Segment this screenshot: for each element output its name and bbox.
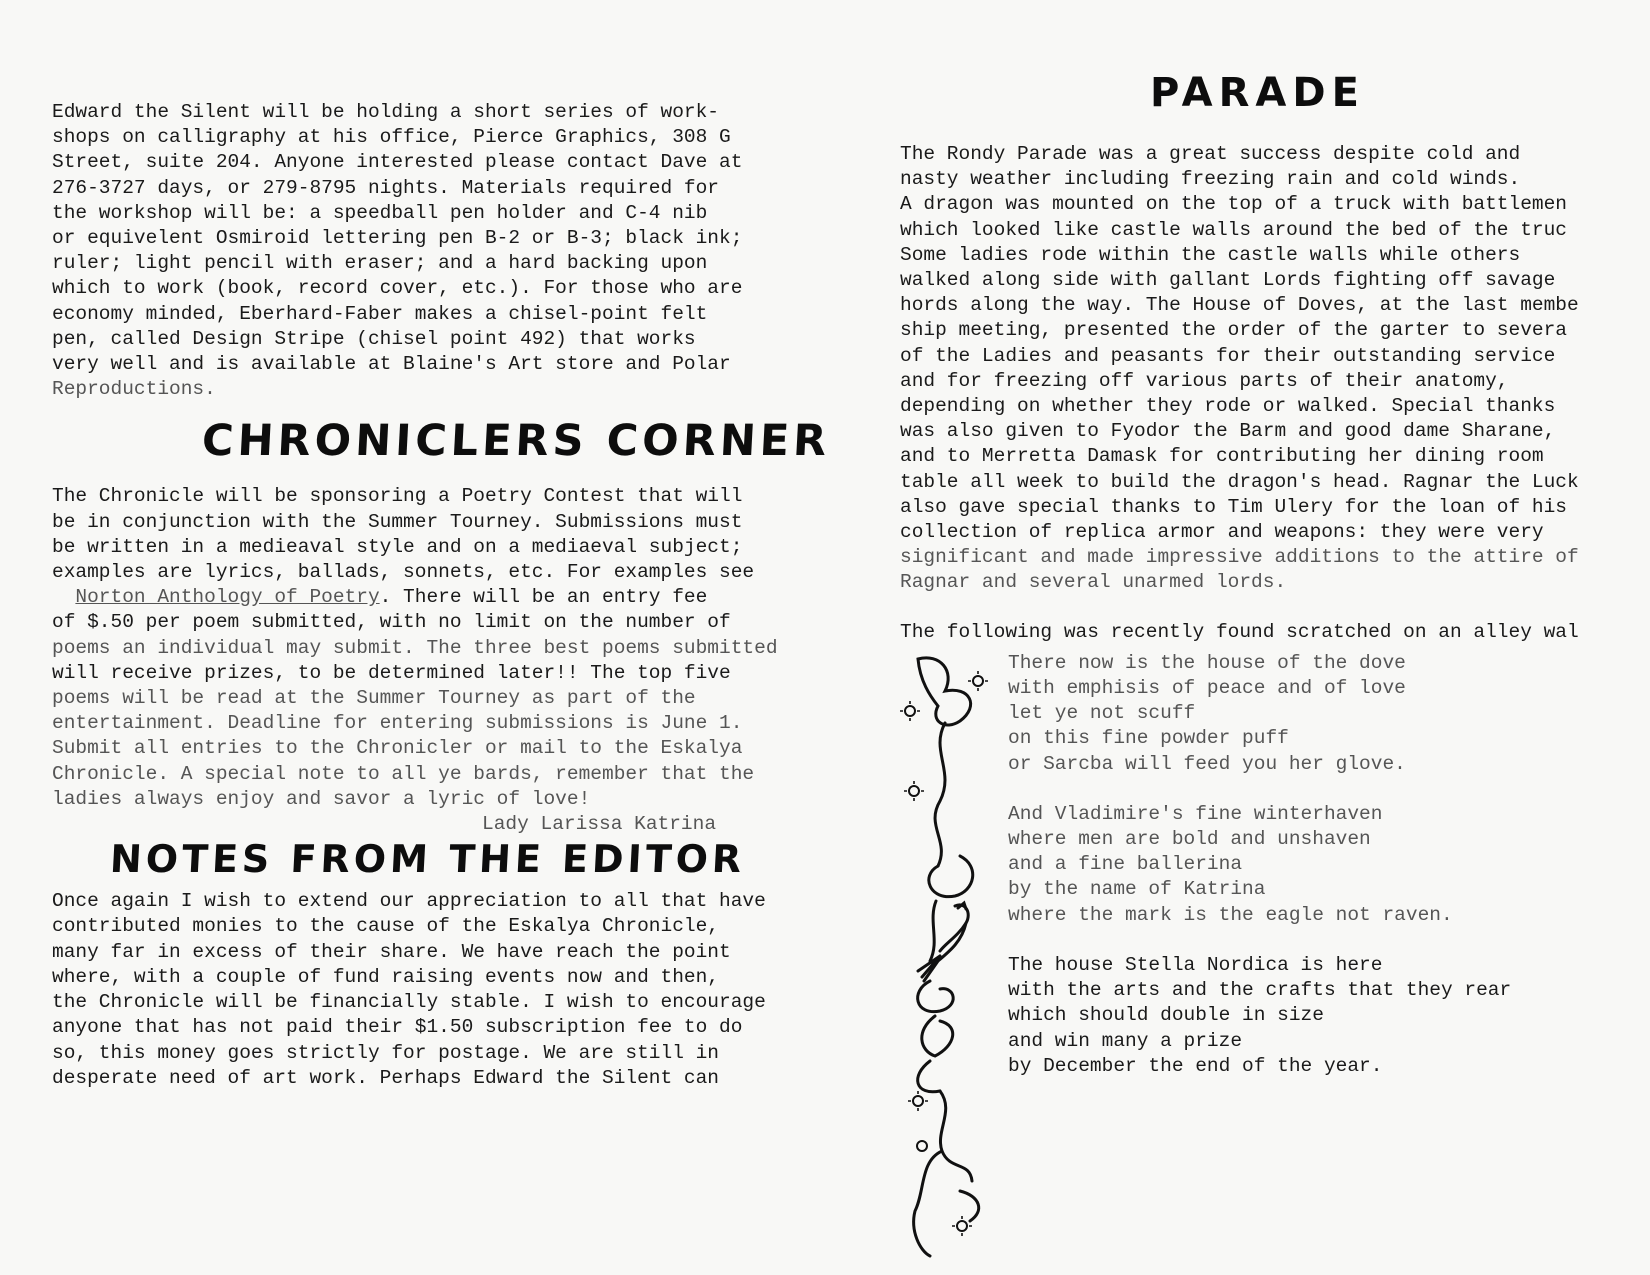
book-title: Norton Anthology of Poetry: [75, 586, 380, 609]
notes-from-editor-body: [52, 889, 842, 1091]
intro-line: or equivelent Osmiroid lettering pen B-2 or B-3; black ink;: [52, 227, 743, 250]
poem-stanza: [1008, 651, 1640, 777]
editor-line: so, this money goes strictly for postage. We are still in: [52, 1041, 720, 1064]
poem-intro: The following was recently found scratched on an alley wal: [900, 620, 1579, 643]
poem-line: on this fine powder puff: [1008, 727, 1289, 750]
notes-from-editor-heading: NOTES FROM THE EDITOR: [108, 837, 747, 882]
chronicler-line: poems an individual may submit. The three best poems submitted: [52, 636, 778, 659]
calligraphy-workshop-notice: [52, 100, 842, 402]
intro-line: the workshop will be: a speedball pen holder and C-4 nib: [52, 201, 708, 224]
chronicler-line: Chronicle. A special note to all ye bards, remember that the: [52, 762, 755, 785]
chronicler-line-suffix: . There will be an entry fee: [379, 586, 708, 609]
poem-line: let ye not scuff: [1008, 702, 1196, 725]
parade-line: was also given to Fyodor the Barm and good dame Sharane,: [900, 420, 1556, 443]
intro-line: Edward the Silent will be holding a short series of work-: [52, 101, 720, 123]
editor-line: anyone that has not paid their $1.50 subscription fee to do: [52, 1016, 743, 1039]
chronicler-line: The Chronicle will be sponsoring a Poetry Contest that will: [52, 485, 743, 508]
parade-line: A dragon was mounted on the top of a truck with battlemen: [900, 193, 1568, 216]
parade-line: of the Ladies and peasants for their outstanding service: [900, 344, 1556, 367]
chronicler-line: Submit all entries to the Chronicler or mail to the Eskalya: [52, 737, 743, 760]
intro-line: shops on calligraphy at his office, Pierce Graphics, 308 G: [52, 126, 731, 149]
parade-line: which looked like castle walls around the bed of the truc: [900, 218, 1568, 241]
poem-line: There now is the house of the dove: [1008, 651, 1406, 674]
parade-line: Ragnar and several unarmed lords.: [900, 571, 1287, 594]
parade-line: ship meeting, presented the order of the garter to severa: [900, 319, 1568, 342]
poem-stanza: [1008, 802, 1640, 928]
poem-line: which should double in size: [1008, 1004, 1324, 1027]
chronicler-line: [52, 585, 842, 610]
poem-line: or Sarcba will feed you her glove.: [1008, 752, 1406, 775]
chronicler-line: of $.50 per poem submitted, with no limit on the number of: [52, 611, 731, 634]
poem-stanza: [1008, 953, 1640, 1079]
chronicler-line: ladies always enjoy and savor a lyric of love!: [52, 787, 591, 810]
chronicler-line: examples are lyrics, ballads, sonnets, etc. For examples see: [52, 561, 755, 584]
parade-line: nasty weather including freezing rain and cold winds.: [900, 168, 1521, 191]
editor-line: where, with a couple of fund raising events now and then,: [52, 965, 720, 988]
poem: [1008, 651, 1640, 1079]
poem-line: And Vladimire's fine winterhaven: [1008, 802, 1383, 825]
intro-line: economy minded, Eberhard-Faber makes a chisel-point felt: [52, 302, 708, 325]
chronicler-line: entertainment. Deadline for entering submissions is June 1.: [52, 712, 743, 735]
editor-line: Once again I wish to extend our appreciation to all that have: [52, 890, 766, 913]
parade-line: Some ladies rode within the castle walls while others: [900, 243, 1521, 266]
right-column: [900, 70, 1640, 1104]
poem-line: by the name of Katrina: [1008, 878, 1266, 901]
intro-line: pen, called Design Stripe (chisel point 492) that works: [52, 327, 696, 350]
poem-line: and a fine ballerina: [1008, 853, 1243, 876]
parade-line: hords along the way. The House of Doves, at the last membe: [900, 294, 1579, 317]
parade-line: The Rondy Parade was a great success despite cold and: [900, 143, 1521, 165]
poem-line: with the arts and the crafts that they rear: [1008, 979, 1512, 1002]
editor-line: many far in excess of their share. We have reach the point: [52, 940, 731, 963]
chronicler-line: be in conjunction with the Summer Tourney. Submissions must: [52, 510, 743, 533]
poem-line: and win many a prize: [1008, 1029, 1243, 1052]
chronicler-line: will receive prizes, to be determined later!! The top five: [52, 661, 731, 684]
chronicler-line: be written in a medieaval style and on a mediaeval subject;: [52, 535, 743, 558]
intro-line: Street, suite 204. Anyone interested please contact Dave at: [52, 151, 743, 174]
intro-line: which to work (book, record cover, etc.). For those who are: [52, 277, 743, 300]
intro-line: very well and is available at Blaine's Art store and Polar: [52, 353, 731, 376]
parade-body: [900, 142, 1640, 596]
chronicler-line-prefix: [52, 586, 75, 608]
editor-line: the Chronicle will be financially stable. I wish to encourage: [52, 991, 766, 1014]
parade-line: walked along side with gallant Lords fighting off savage: [900, 269, 1556, 292]
parade-line: significant and made impressive additions to the attire of: [900, 546, 1579, 569]
editor-line: desperate need of art work. Perhaps Edward the Silent can: [52, 1066, 720, 1089]
chronicler-signature: Lady Larissa Katrina: [482, 813, 717, 836]
parade-line: collection of replica armor and weapons: they were very: [900, 521, 1544, 544]
chroniclers-corner-heading: CHRONICLERS CORNER: [200, 416, 832, 467]
poem-line: with emphisis of peace and of love: [1008, 677, 1406, 700]
poem-section: [900, 651, 1640, 1079]
parade-heading: PARADE: [1150, 70, 1365, 116]
poem-line: where men are bold and unshaven: [1008, 828, 1371, 851]
poem-line: The house Stella Nordica is here: [1008, 953, 1383, 976]
vine-illustration: [900, 651, 1000, 1261]
poem-line: where the mark is the eagle not raven.: [1008, 903, 1453, 926]
intro-line: 276-3727 days, or 279-8795 nights. Materials required for: [52, 176, 720, 199]
parade-line: depending on whether they rode or walked. Special thanks: [900, 395, 1556, 418]
intro-line: Reproductions.: [52, 378, 216, 401]
parade-line: and to Merretta Damask for contributing her dining room: [900, 445, 1544, 468]
intro-line: ruler; light pencil with eraser; and a hard backing upon: [52, 252, 708, 275]
left-column: [52, 100, 842, 1091]
poem-line: by December the end of the year.: [1008, 1054, 1383, 1077]
parade-line: and for freezing off various parts of their anatomy,: [900, 369, 1509, 392]
chroniclers-corner-body: [52, 484, 842, 837]
editor-line: contributed monies to the cause of the Eskalya Chronicle,: [52, 915, 720, 938]
parade-line: also gave special thanks to Tim Ulery for the loan of his: [900, 495, 1568, 518]
chronicler-line: poems will be read at the Summer Tourney as part of the: [52, 687, 696, 710]
parade-line: table all week to build the dragon's head. Ragnar the Luck: [900, 470, 1579, 493]
